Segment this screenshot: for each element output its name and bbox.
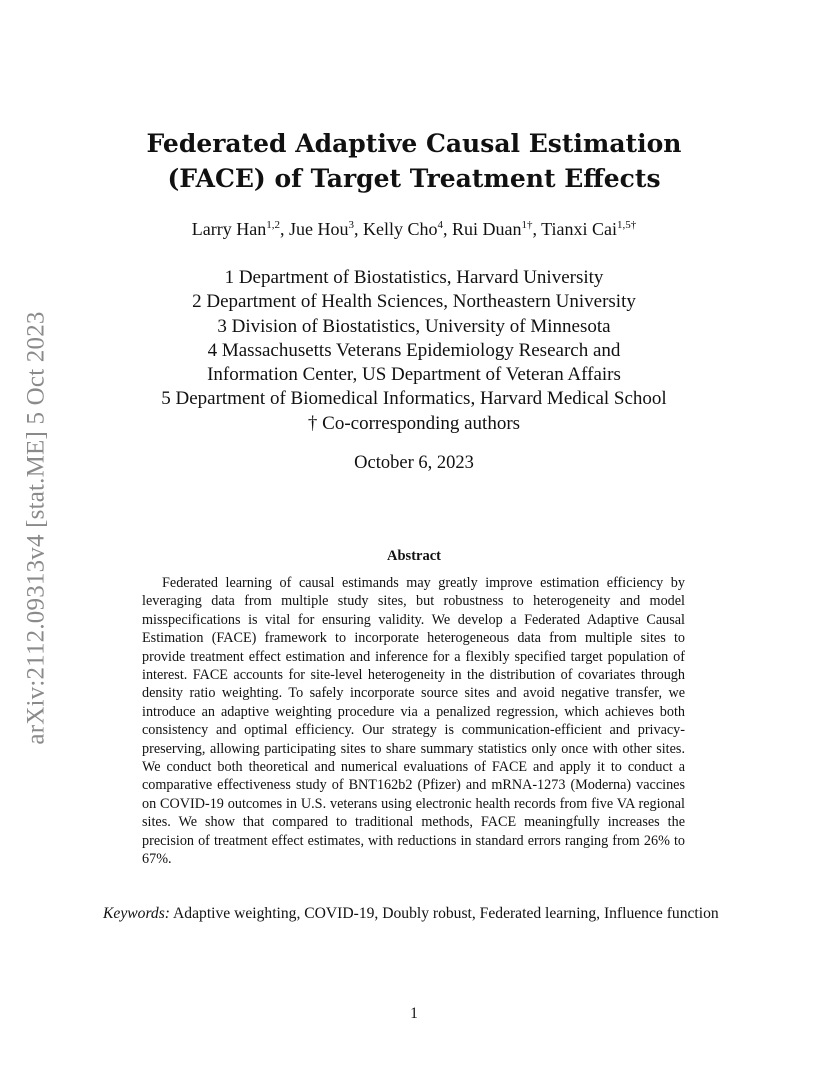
author-list [100, 218, 728, 240]
arxiv-identifier-text: arXiv:2112.09313v4 [stat.ME] 5 Oct 2023 [23, 310, 51, 745]
keywords-label: Keywords: [103, 905, 170, 922]
affiliation-line: 4 Massachusetts Veterans Epidemiology Research and [207, 339, 621, 361]
author-affiliation-marker: 1† [521, 219, 533, 231]
author-name: Kelly Cho [362, 219, 438, 239]
author-affiliation-marker: 3 [348, 219, 354, 231]
keywords [103, 903, 728, 924]
author-separator: , [442, 219, 452, 239]
author-affiliation-marker: 1,5† [617, 219, 637, 231]
author-name: Rui Duan [451, 219, 522, 239]
author-affiliation-marker: 4 [437, 219, 443, 231]
paper-title [100, 126, 728, 196]
abstract-text: Federated learning of causal estimands may greatly improve estimation efficiency by leveraging data from multiple study sites, but robustness to heterogeneity and model misspecifications is vital for ensuring validity. We develop a Federated Adaptive Causal Estimation (FACE) framework to incorporate heterogeneous data from multiple sites to provide treatment effect estimation and inference for a flexibly specified target population of interest. FACE accounts for site-level heterogeneity in the distribution of covariates through density ratio weighting. To safely incorporate source sites and avoid negative transfer, we introduce an adaptive weighting procedure via a penalized regression, which achieves both consistency and optimal efficiency. Our strategy is communication-efficient and privacy-preserving, allowing participating sites to share summary statistics only once with other sites. We conduct both theoretical and numerical evaluations of FACE and apply it to conduct a comparative effectiveness study of BNT162b2 (Pfizer) and mRNA-1273 (Moderna) vaccines on COVID-19 outcomes in U.S. veterans using electronic health records from five VA regional sites. We show that compared to traditional methods, FACE meaningfully increases the precision of treatment effect estimates, with reductions in standard errors ranging from 26% to 67%. [142, 575, 685, 868]
author-separator: , [353, 219, 363, 239]
affiliation-list [100, 266, 728, 436]
arxiv-identifier-stamp [14, 290, 60, 765]
paper-title-line-1: Federated Adaptive Causal Estimation [146, 129, 682, 158]
keywords-text: Adaptive weighting, COVID-19, Doubly robust, Federated learning, Influence function [170, 905, 719, 922]
affiliation-line: 5 Department of Biomedical Informatics, Harvard Medical School [161, 388, 667, 410]
author-separator: , [279, 219, 289, 239]
author-affiliation-marker: 1,2 [266, 219, 280, 231]
paper-title-line-2: (FACE) of Target Treatment Effects [167, 164, 661, 193]
affiliation-line: 2 Department of Health Sciences, Northeastern University [192, 291, 636, 313]
author-separator: , [532, 219, 542, 239]
corresponding-author-note: † Co-corresponding authors [307, 412, 521, 434]
author-name: Tianxi Cai [541, 219, 617, 239]
affiliation-line: 1 Department of Biostatistics, Harvard University [224, 267, 604, 288]
author-name: Larry Han [191, 219, 267, 239]
abstract-heading: Abstract [387, 548, 441, 564]
affiliation-line: 3 Division of Biostatistics, University of Minnesota [217, 315, 611, 337]
author-name: Jue Hou [288, 219, 349, 239]
affiliation-line: Information Center, US Department of Veteran Affairs [207, 364, 621, 386]
publication-date: October 6, 2023 [354, 453, 474, 473]
page-number: 1 [410, 1005, 418, 1022]
